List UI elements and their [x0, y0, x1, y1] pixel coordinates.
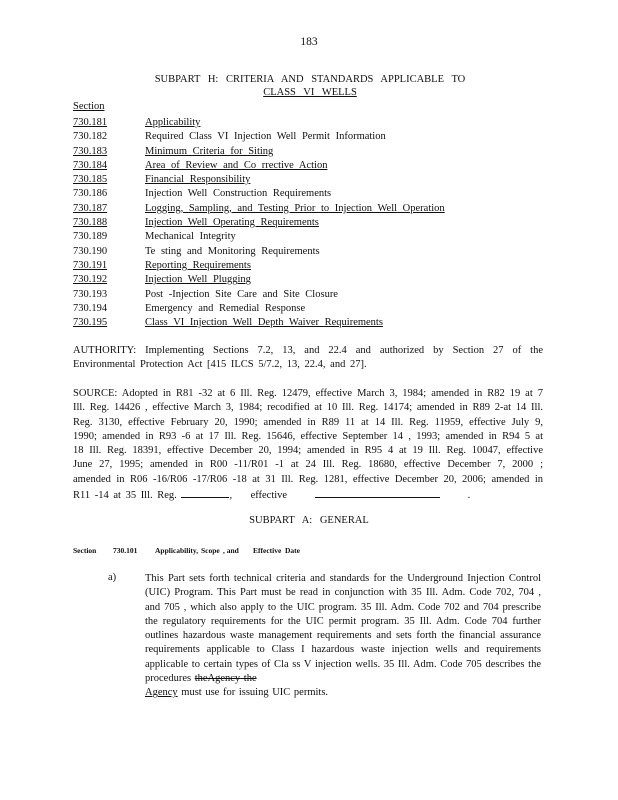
item-body-text: This Part sets forth technical criteria and standards for the Underground Injection Control (UIC) Program. This Part must be read in conjunction with 35 Ill. Adm. Code 702, 704 , and 705 , which also apply to the UIC program. 35 Ill. Adm. Code 702 and 704 prescribe the regulatory requirements for the UIC permit program. 35 Ill. Adm. Code 704 further outlines hazardous waste management requirements and sets forth the financial assurance requirements applicable to Class I hazardous waste injection wells and requirements applicable to certain types of Cla ss V injection wells. 35 Ill. Adm. Code 705 describes the procedures: [145, 573, 541, 685]
struck-text: theAgency: [194, 673, 241, 685]
inserted-text: Agency: [145, 687, 178, 699]
source-end: .: [467, 490, 471, 502]
toc-row: [73, 202, 473, 216]
toc-number: 730.183: [73, 145, 108, 157]
toc-title: Reporting Requirements: [145, 259, 251, 271]
toc-title: Te sting and Monitoring Requirements: [145, 245, 320, 257]
toc-title: Financial Responsibility: [145, 174, 251, 186]
toc-row: [73, 273, 473, 287]
toc-title: Minimum Criteria for Siting: [145, 145, 274, 157]
section-heading-date: Date: [285, 546, 300, 555]
toc-number: 730.194: [73, 302, 108, 314]
toc-title: Applicability: [145, 117, 201, 128]
toc-number: 730.187: [73, 202, 108, 214]
section-heading-effective: Effective: [253, 546, 282, 555]
struck-text-continued: the: [240, 673, 257, 685]
toc-row: [73, 116, 473, 130]
toc-number: 730.188: [73, 217, 108, 229]
toc-number: 730.184: [73, 159, 108, 171]
item-body-end: must use for issuing UIC permits.: [177, 687, 329, 699]
section-heading: [73, 546, 300, 555]
toc-title: Class VI Injection Well Depth Waiver Requirements: [145, 317, 383, 329]
toc-number: 730.191: [73, 259, 108, 271]
toc-title: Logging, Sampling, and Testing Prior to Injection Well Operation: [145, 202, 445, 214]
toc-number: 730.190: [73, 245, 108, 257]
toc-title: Area of Review and Co rrective Action: [145, 159, 328, 171]
subpart-a-title: SUBPART A: GENERAL: [249, 515, 369, 526]
toc-number: 730.192: [73, 274, 108, 286]
toc-title: Injection Well Operating Requirements: [145, 217, 319, 229]
toc-row: [73, 245, 473, 259]
authority-note: AUTHORITY: Implementing Sections 7.2, 13, and 22.4 and authorized by Section 27 of the Environmental Protection Act [415 ILCS 5/7.2, 13, 22.4, and 27].: [73, 345, 543, 371]
toc-number: 730.186: [73, 188, 108, 200]
toc-row: [73, 130, 473, 144]
subpart-h-title-line2: CLASS VI WELLS: [263, 87, 357, 98]
item-label: a): [108, 572, 117, 583]
section-heading-scope: Scope: [201, 546, 220, 555]
source-effective-label: effective: [250, 490, 288, 502]
toc-number: 730.181: [73, 117, 108, 128]
section-column-header: Section: [73, 101, 105, 112]
toc-row: [73, 145, 473, 159]
source-text: SOURCE: Adopted in R81 -32 at 6 Ill. Reg. 12479, effective March 3, 1984; amended in R82 19 at 7 Ill. Reg. 14426 , effective March 3, 1984; recodified at 10 Ill. Reg. 14174; amended in R89 2-at 14 Ill. Reg. 3130, effective February 20, 1990; amended in R89 11 at 14 Ill. Reg. 11959, effective July 9, 1990; amended in R93 -6 at 17 Ill. Reg. 15646, effective September 14 , 1993; amended in R94 5 at 18 Ill. Reg. 18391, effective December 20, 1994; amended in R95 4 at 19 Ill. Reg. 10047, effective June 27, 1995; amended in R00 -11/R01 -1 at 24 Ill. Reg. 18680, effective December 7, 2000 ; amended in R06 -16/R06 -17/R06 -18 at 31 Ill. Reg. 1281, effective December 20, 2006; amended in R11 -14 at 35 Ill. Reg.: [73, 388, 543, 502]
toc-number: 730.195: [73, 317, 108, 329]
toc-row: [73, 259, 473, 273]
toc-title: Emergency and Remedial Response: [145, 302, 306, 314]
toc-row: [73, 302, 473, 316]
toc-row: [73, 159, 473, 173]
toc-title: Required Class VI Injection Well Permit Information: [145, 131, 386, 143]
blank-register-page: [181, 487, 229, 498]
toc-row: [73, 288, 473, 302]
toc-row: [73, 316, 473, 330]
toc-row: [73, 230, 473, 244]
section-label: Section: [73, 546, 97, 555]
section-heading-applicability: Applicability,: [155, 546, 199, 555]
item-body: [145, 572, 541, 701]
source-separator: ,: [229, 490, 233, 502]
subpart-h-title-line1: SUBPART H: CRITERIA AND STANDARDS APPLICABLE TO: [154, 74, 466, 85]
toc-row: [73, 173, 473, 187]
page-number: 183: [300, 36, 318, 48]
toc-number: 730.193: [73, 288, 108, 300]
toc-row: [73, 216, 473, 230]
blank-effective-date: [315, 487, 440, 498]
section-number: 730.101: [113, 546, 138, 555]
section-heading-and: , and: [223, 546, 239, 555]
toc-row: [73, 187, 473, 201]
table-of-contents: [73, 116, 473, 330]
toc-title: Injection Well Construction Requirements: [145, 188, 332, 200]
toc-title: Mechanical Integrity: [145, 231, 236, 243]
subpart-h-title: [60, 73, 560, 99]
toc-title: Post -Injection Site Care and Site Closure: [145, 288, 338, 300]
source-note: [73, 387, 543, 503]
toc-number: 730.182: [73, 131, 108, 143]
toc-title: Injection Well Plugging: [145, 274, 251, 286]
toc-number: 730.185: [73, 174, 108, 186]
toc-number: 730.189: [73, 231, 108, 243]
